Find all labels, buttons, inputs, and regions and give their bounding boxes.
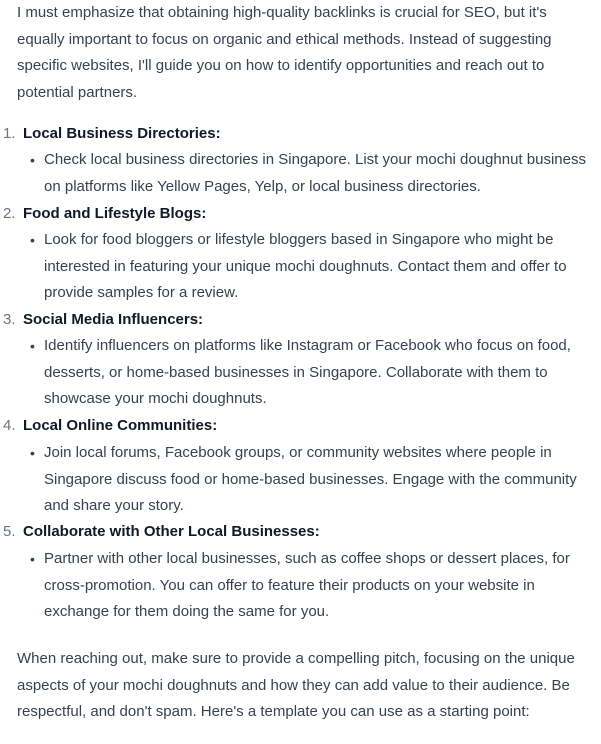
list-item-bullet-text: Join local forums, Facebook groups, or community websites where people in Singapore discuss food or home-based businesses. Engage with the community and share your story. [44,444,577,515]
list-item-title: Food and Lifestyle Blogs: [23,205,207,222]
list-item-bullet-text: Look for food bloggers or lifestyle bloggers based in Singapore who might be interested in featuring your unique mochi doughnuts. Contact them and offer to provide samples for a review. [44,231,567,302]
list-item-title: Social Media Influencers: [23,311,204,328]
list-item-number: 5. [3,523,16,540]
intro-paragraph: I must emphasize that obtaining high-quality backlinks is crucial for SEO, but it's equally important to focus on organic and ethical methods. Instead of suggesting specific websites, I'll guide you on how to identify opportunities and reach out to potential partners. [17,4,552,101]
bullet-icon: • [30,152,35,168]
outro-paragraph: When reaching out, make sure to provide a compelling pitch, focusing on the unique aspects of your mochi doughnuts and how they can add value to their audience. Be respectful, and don't spam. Here's a template you can use as a starting point: [17,650,575,721]
list-item-number: 2. [3,205,16,222]
bullet-icon: • [30,232,35,248]
list-item-bullet-text: Identify influencers on platforms like Instagram or Facebook who focus on food, desserts, or home-based businesses in Singapore. Collaborate with them to showcase your mochi doughnuts. [44,337,571,408]
list-item-title: Local Online Communities: [23,417,218,434]
list-item-number: 3. [3,311,16,328]
bullet-icon: • [30,551,35,567]
list-item-title: Collaborate with Other Local Businesses: [23,523,320,540]
list-item-number: 4. [3,417,16,434]
bullet-icon: • [30,445,35,461]
list-item-number: 1. [3,125,16,142]
bullet-icon: • [30,338,35,354]
list-item-bullet-text: Partner with other local businesses, such as coffee shops or dessert places, for cross-promotion. You can offer to feature their products on your website in exchange for them doing the same for you. [44,550,570,621]
list-item-title: Local Business Directories: [23,125,221,142]
list-item-bullet-text: Check local business directories in Singapore. List your mochi doughnut business on platforms like Yellow Pages, Yelp, or local business directories. [44,151,586,195]
